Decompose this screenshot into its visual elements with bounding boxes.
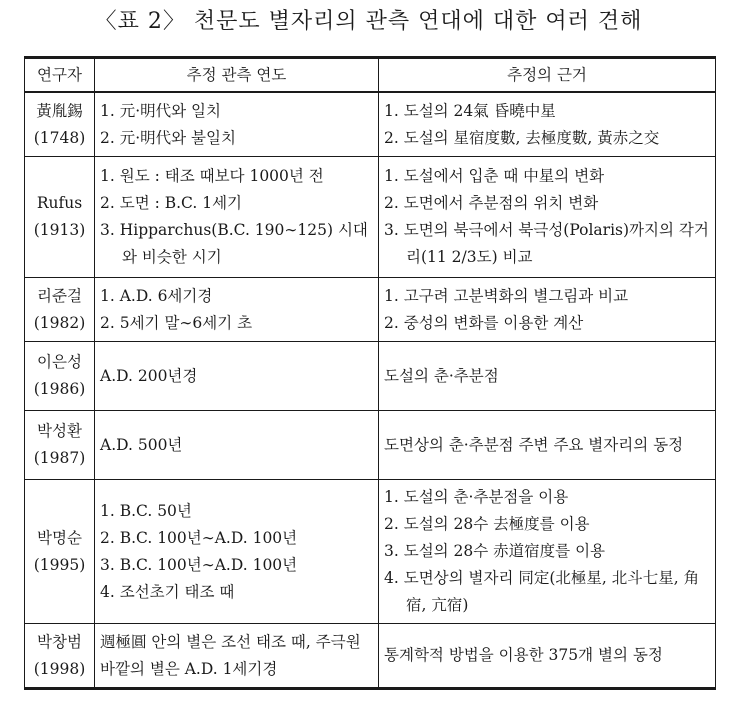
estimated-year-cell — [95, 278, 379, 342]
researcher-year: (1986) — [33, 380, 86, 398]
header-estimated-year: 추정 관측 연도 — [95, 58, 379, 93]
year-item: A.D. 500년 — [100, 435, 183, 454]
table-row — [25, 624, 716, 689]
basis-item: 도면상의 춘·추분점 주변 주요 별자리의 동정 — [384, 435, 684, 454]
estimated-year-cell — [95, 411, 379, 480]
basis-item: 3. 도면의 북극에서 북극성(Polaris)까지의 각거리(11 2/3도) 비교 — [384, 221, 709, 266]
basis-item: 3. 도설의 28수 赤道宿度를 이용 — [384, 542, 606, 560]
basis-cell — [379, 342, 716, 411]
researcher-year: (1913) — [33, 221, 86, 239]
observation-dating-table — [24, 56, 716, 690]
researcher-year: (1987) — [33, 449, 86, 467]
basis-cell — [379, 157, 716, 278]
table-row — [25, 342, 716, 411]
researcher-year: (1982) — [33, 313, 86, 332]
year-item: A.D. 200년경 — [100, 366, 198, 385]
researcher-cell — [25, 342, 95, 411]
researcher-name: 박성환 — [37, 422, 82, 440]
researcher-year: (1998) — [33, 659, 86, 678]
researcher-name: 이은성 — [37, 353, 82, 371]
table-row — [25, 411, 716, 480]
table-caption: 〈표 2〉 천문도 별자리의 관측 연대에 대한 여러 견해 — [94, 9, 643, 34]
basis-cell — [379, 92, 716, 157]
researcher-name: 黃胤錫 — [36, 101, 83, 120]
header-row — [25, 58, 716, 93]
year-item: 3. Hipparchus(B.C. 190∼125) 시대와 비슷한 시기 — [100, 221, 368, 266]
researcher-name: 박명순 — [37, 528, 82, 547]
year-item: 週極圓 안의 별은 조선 태조 때, 주극원 바깥의 별은 A.D. 1세기경 — [100, 632, 361, 678]
researcher-name: Rufus — [36, 194, 83, 212]
year-item: 2. 도면 : B.C. 1세기 — [100, 194, 243, 212]
researcher-cell — [25, 624, 95, 689]
header-basis: 추정의 근거 — [379, 58, 716, 93]
year-item: 3. B.C. 100년∼A.D. 100년 — [100, 555, 298, 574]
researcher-year: (1748) — [33, 128, 86, 147]
basis-item: 2. 도설의 星宿度數, 去極度數, 黃赤之交 — [384, 128, 660, 147]
estimated-year-cell — [95, 624, 379, 689]
year-item: 2. 5세기 말∼6세기 초 — [100, 313, 253, 332]
basis-item: 4. 도면상의 별자리 同定(北極星, 北斗七星, 角宿, 亢宿) — [384, 569, 700, 614]
year-item: 1. 원도 : 태조 때보다 1000년 전 — [100, 167, 324, 185]
researcher-year: (1995) — [33, 555, 86, 574]
basis-item: 1. 도설의 춘·추분점을 이용 — [384, 488, 569, 506]
researcher-cell — [25, 157, 95, 278]
year-item: 1. A.D. 6세기경 — [100, 286, 213, 305]
basis-cell — [379, 278, 716, 342]
table-row — [25, 157, 716, 278]
basis-cell — [379, 480, 716, 624]
basis-cell — [379, 624, 716, 689]
estimated-year-cell — [95, 157, 379, 278]
basis-item: 1. 도설의 24氣 昏曉中星 — [384, 101, 556, 120]
basis-item: 2. 중성의 변화를 이용한 계산 — [384, 313, 584, 332]
basis-item: 2. 도설의 28수 去極度를 이용 — [384, 515, 590, 533]
year-item: 2. 元·明代와 불일치 — [100, 128, 236, 147]
estimated-year-cell — [95, 92, 379, 157]
basis-cell — [379, 411, 716, 480]
year-item: 1. B.C. 50년 — [100, 501, 192, 520]
year-item: 2. B.C. 100년∼A.D. 100년 — [100, 528, 298, 547]
basis-item: 2. 도면에서 추분점의 위치 변화 — [384, 194, 599, 212]
researcher-name: 박창범 — [37, 632, 82, 651]
researcher-cell — [25, 411, 95, 480]
basis-item: 도설의 춘·추분점 — [384, 366, 499, 385]
header-researcher: 연구자 — [25, 58, 95, 93]
basis-item: 1. 도설에서 입춘 때 中星의 변화 — [384, 167, 605, 185]
researcher-cell — [25, 278, 95, 342]
table-row — [25, 480, 716, 624]
researcher-cell — [25, 480, 95, 624]
year-item: 1. 元·明代와 일치 — [100, 101, 221, 120]
researcher-name: 리준걸 — [37, 286, 82, 305]
estimated-year-cell — [95, 342, 379, 411]
researcher-cell — [25, 92, 95, 157]
table-row — [25, 278, 716, 342]
basis-item: 통계학적 방법을 이용한 375개 별의 동정 — [384, 646, 663, 664]
year-item: 4. 조선초기 태조 때 — [100, 582, 235, 601]
estimated-year-cell — [95, 480, 379, 624]
basis-item: 1. 고구려 고분벽화의 별그림과 비교 — [384, 286, 629, 305]
table-row — [25, 92, 716, 157]
